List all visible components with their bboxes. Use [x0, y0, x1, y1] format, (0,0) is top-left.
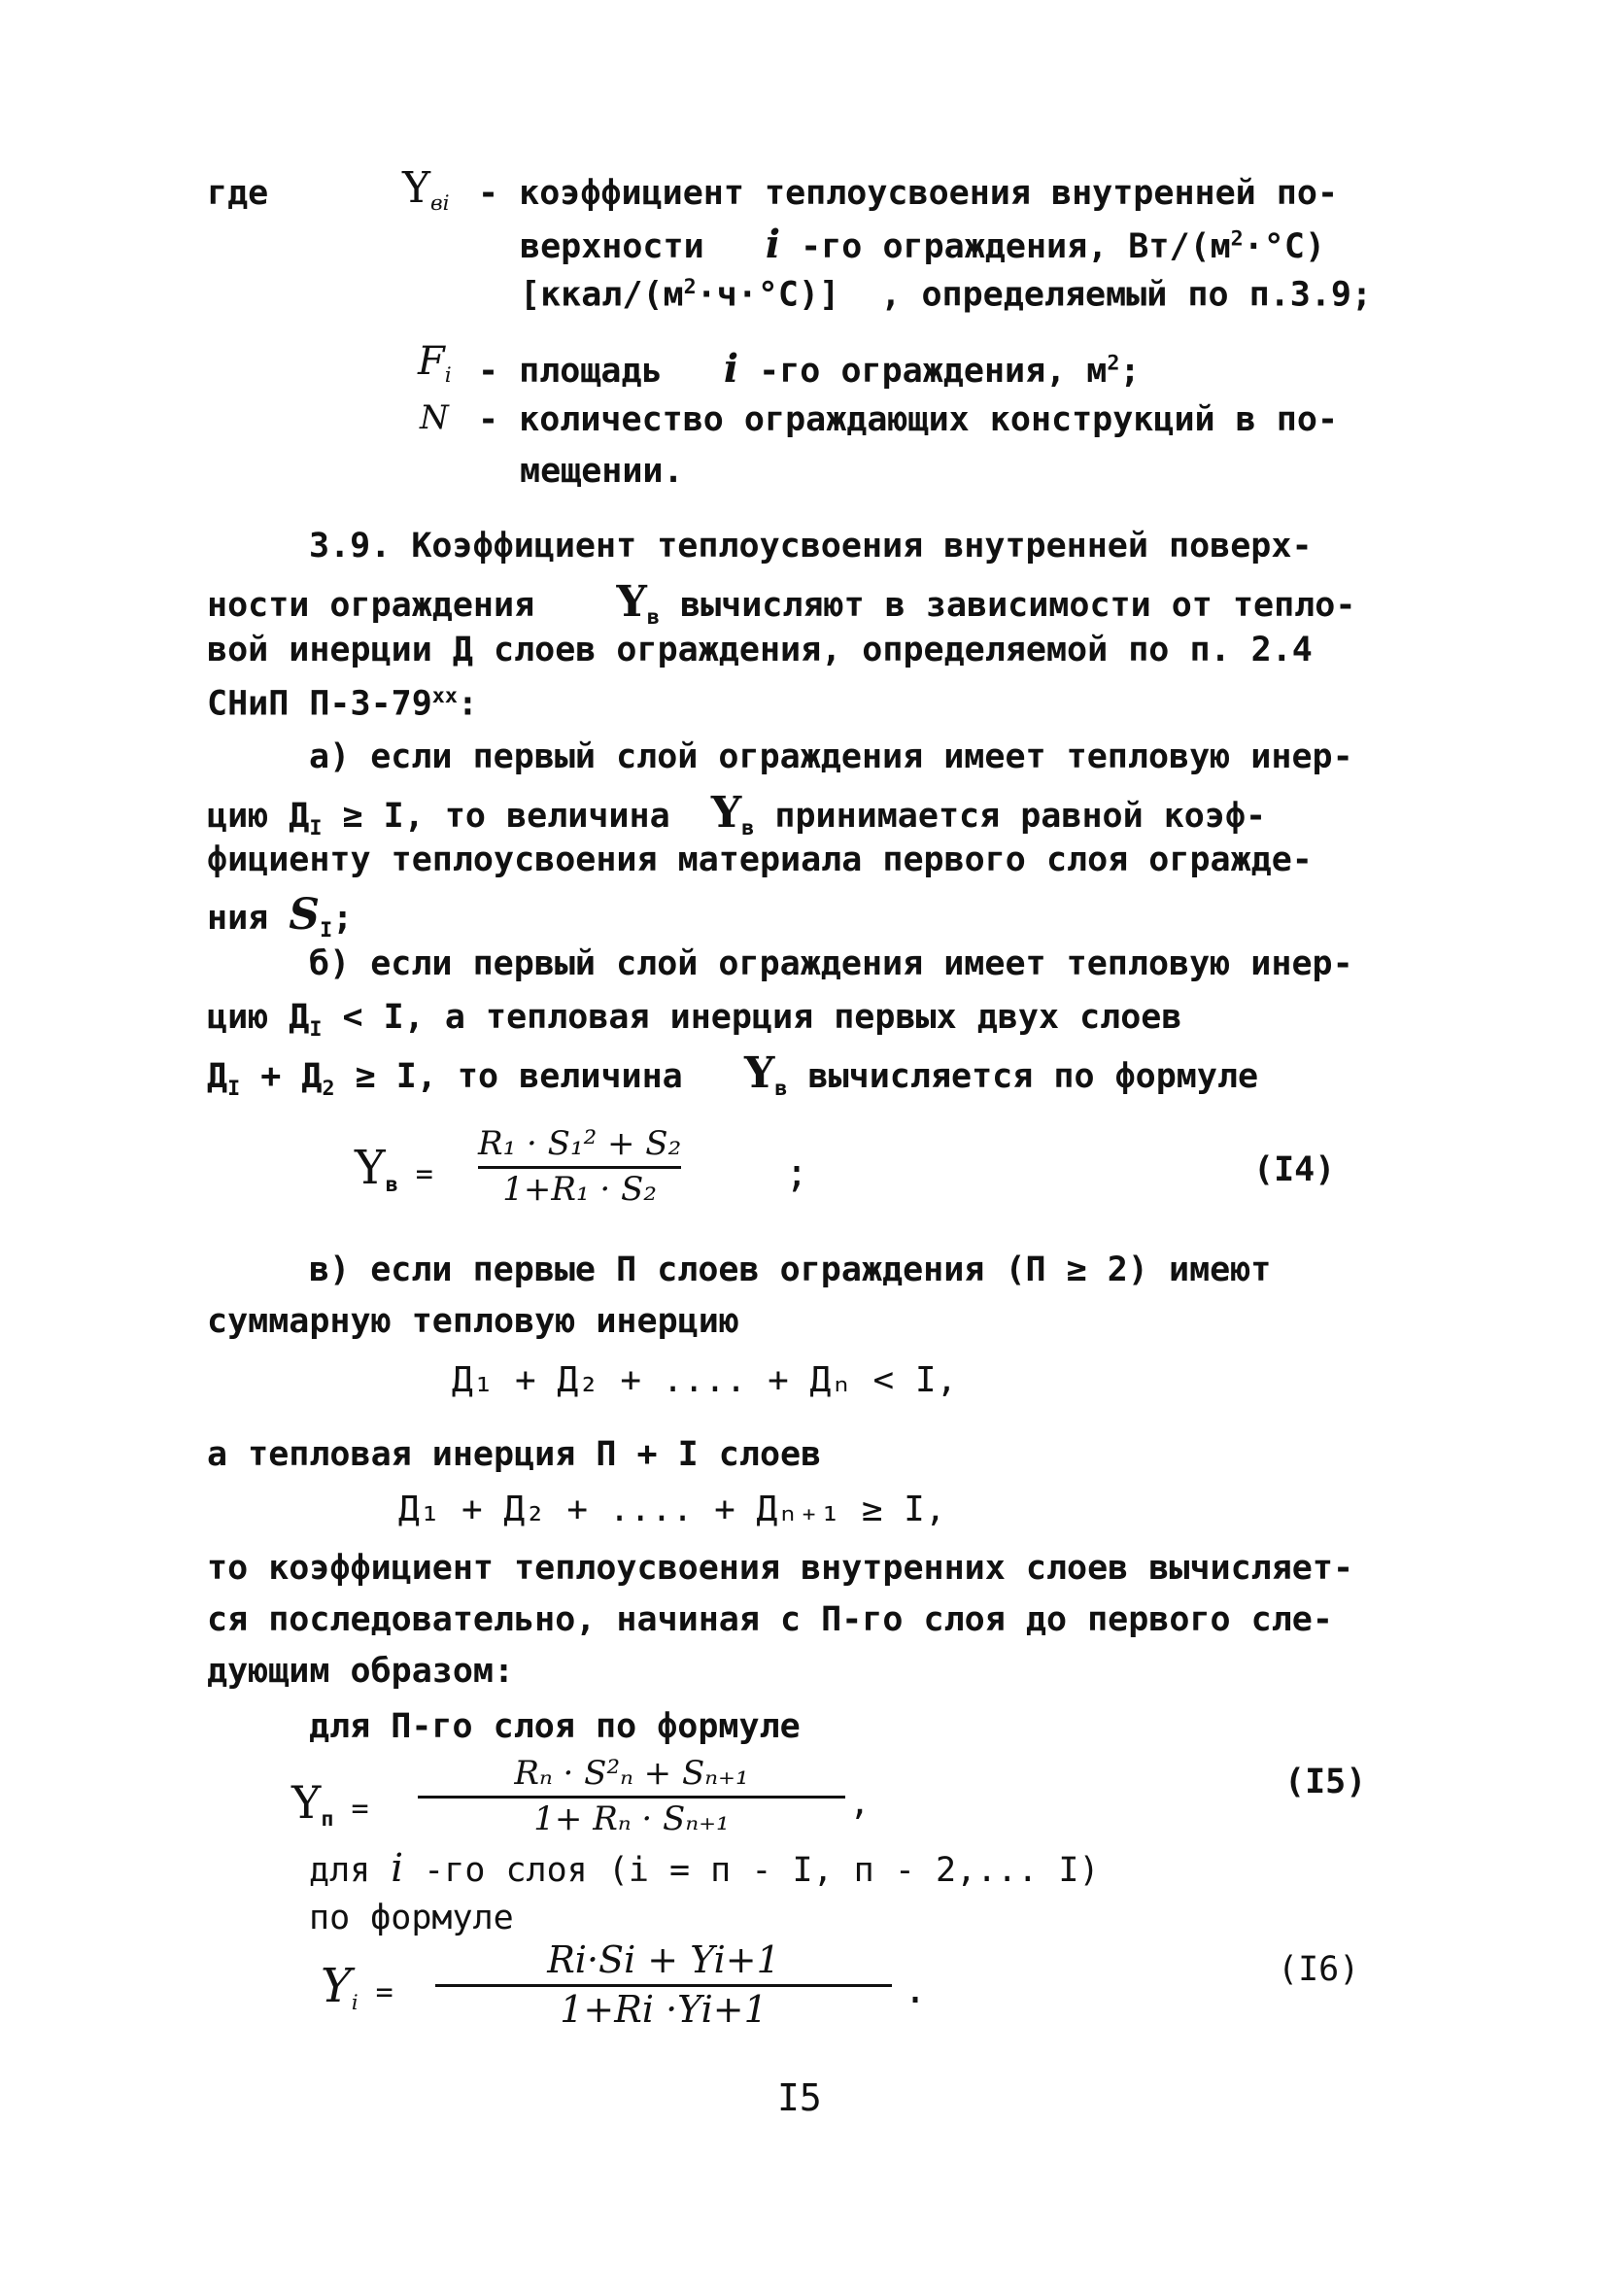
formula-15-tail: ,: [849, 1783, 871, 1823]
item-c-line2: суммарную тепловую инерцию: [207, 1302, 739, 1341]
formula-15-denominator: 1+ Rₙ · Sₙ₊₁: [533, 1799, 730, 1838]
formula-16-bar: [435, 1984, 892, 1987]
item-c-line9: по формуле: [309, 1899, 514, 1937]
formula-16-lhs: $Y_i$ =: [321, 1959, 393, 2015]
item-c-line6: дующим образом:: [207, 1652, 515, 1691]
formula-14-lhs: $Y_в$ =: [355, 1141, 433, 1197]
formula-14-number: (I4): [1253, 1150, 1336, 1189]
item-c-line3: а тепловая инерция П + I слоев: [207, 1435, 822, 1474]
formula-15-numerator: Rₙ · S²ₙ + Sₙ₊₁: [514, 1754, 749, 1793]
formula-16-denominator: 1+Ri ·Yi+1: [560, 1987, 768, 2031]
item-c-line1: в) если первые П слоев ограждения (П ≥ 2) имеют: [309, 1251, 1272, 1289]
item-b-line3: $Д_I + Д_2 \ge I$, то величина $Y_в$ вычисляется по формуле: [207, 1048, 1259, 1101]
section-3-9-line4: СНиП П-3-79$^{xx}$:: [207, 684, 478, 724]
legend-item3-line2: мещении.: [520, 452, 684, 491]
page-number: I5: [777, 2076, 822, 2119]
sum-inertia-1: Д₁ + Д₂ + .... + Дₙ < I,: [452, 1360, 958, 1400]
formula-15-lhs: $Y_п$ =: [291, 1776, 369, 1832]
symbol-n: N: [420, 398, 449, 437]
legend-item1-line3: $[ккал/(м^2\cdot ч\cdot^\circ С)]$ , определяемый по п.3.9;: [520, 275, 1373, 315]
formula-16-tail: .: [904, 1968, 928, 2012]
formula-15-fraction: [418, 1754, 845, 1838]
formula-15-bar: [418, 1796, 845, 1799]
item-a-line2: цию $Д_I \ge I$, то величина $Y_в$ принимается равной коэф-: [207, 788, 1267, 840]
legend-item2: - площадь i -го ограждения, $м^2$;: [478, 346, 1141, 392]
formula-15-number: (I5): [1284, 1763, 1367, 1801]
where-label: где: [207, 174, 269, 213]
item-b-line1: б) если первый слой ограждения имеет тепловую инер-: [309, 944, 1353, 983]
item-a-line3: фициенту теплоусвоения материала первого слоя огражде-: [207, 840, 1313, 879]
item-a-line4: ния $S_I$;: [207, 890, 354, 942]
formula-14-tail: ;: [785, 1151, 809, 1196]
sum-inertia-2: Д₁ + Д₂ + .... + Дₙ₊₁ ≥ I,: [398, 1490, 946, 1529]
symbol-f-i: $F_i$: [418, 339, 452, 388]
item-c-line8: для i -го слоя (i = п - I, п - 2,... I): [309, 1846, 1100, 1891]
formula-14-numerator: R₁ · S₁² + S₂: [478, 1124, 682, 1163]
symbol-y-vi: $Y_{вi}$: [402, 163, 450, 216]
formula-14-bar: [478, 1166, 681, 1169]
legend-item1-line2: верхности i -го ограждения, $Вт/(м^2\cdot^\circ С)$: [520, 222, 1326, 267]
formula-14-denominator: 1+R₁ · S₂: [502, 1169, 657, 1209]
item-a-line1: а) если первый слой ограждения имеет тепловую инер-: [309, 737, 1353, 776]
section-3-9-line2: ности ограждения $Y_в$ вычисляют в зависимости от тепло-: [207, 577, 1356, 630]
item-c-line4: то коэффициент теплоусвоения внутренних слоев вычисляет-: [207, 1549, 1354, 1588]
section-3-9-line3: вой инерции Д слоев ограждения, определяемой по п. 2.4: [207, 631, 1313, 669]
item-c-line7: для П-го слоя по формуле: [309, 1707, 801, 1746]
formula-16-fraction: [435, 1938, 892, 2031]
item-b-line2: цию $Д_I < I$, а тепловая инерция первых двух слоев: [207, 998, 1182, 1042]
item-c-line5: ся последовательно, начиная с П-го слоя до первого сле-: [207, 1600, 1333, 1639]
legend-item1-line1: - коэффициент теплоусвоения внутренней по-: [478, 174, 1339, 213]
section-3-9-line1: 3.9. Коэффициент теплоусвоения внутренней поверх-: [309, 527, 1313, 565]
formula-14-fraction: [478, 1124, 682, 1209]
legend-item3-line1: - количество ограждающих конструкций в по-: [478, 400, 1339, 439]
formula-16-numerator: Ri·Si + Yi+1: [547, 1938, 780, 1981]
formula-16-number: (I6): [1278, 1950, 1360, 1989]
